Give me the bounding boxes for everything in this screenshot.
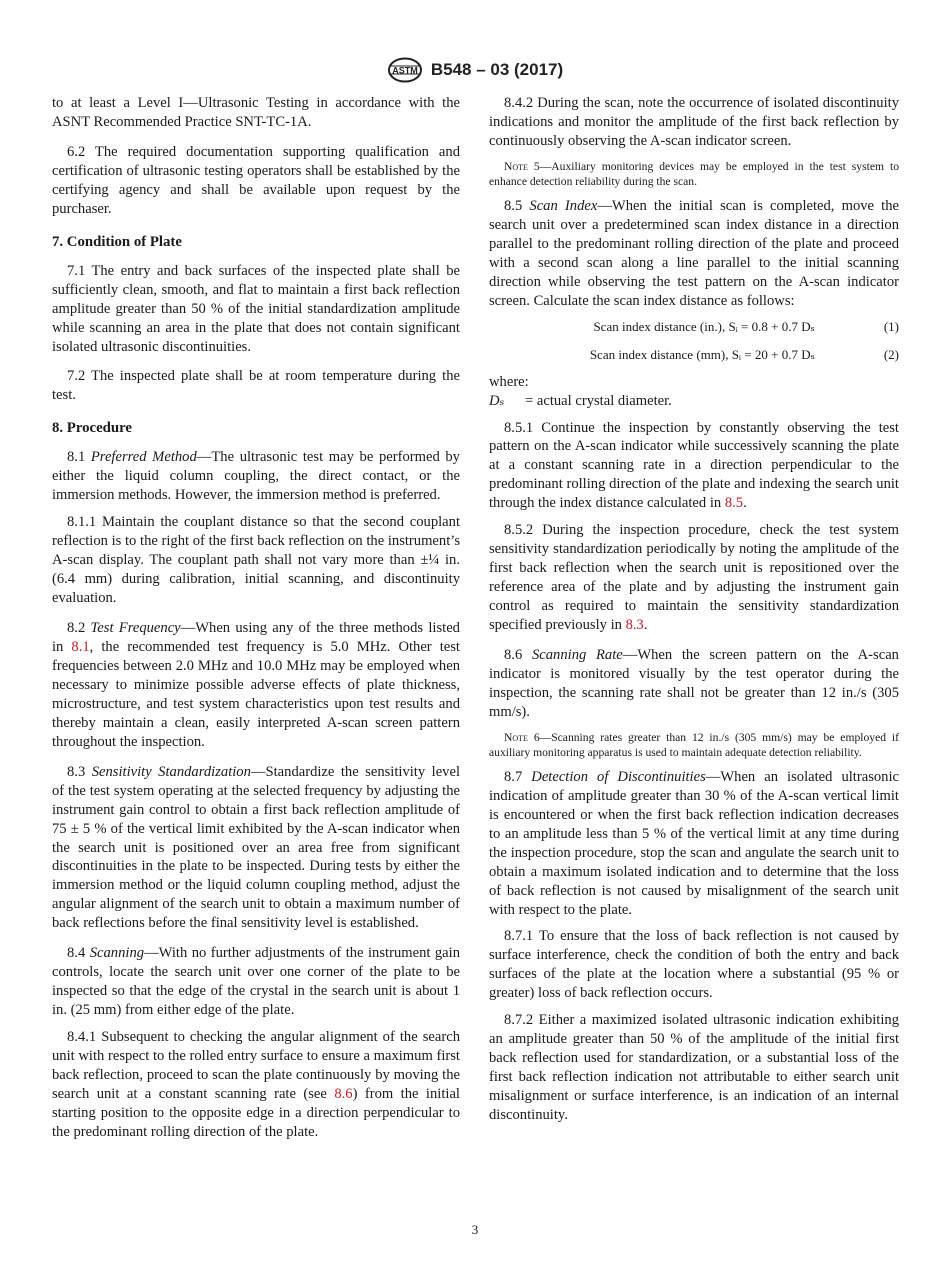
paragraph-8-4-2: 8.4.2 During the scan, note the occurrence of isolated discontinuity indications and monitor the amplitude of the first back reflection by continuously observing the A-scan indicator screen. [489,95,899,149]
section-8-heading: 8. Procedure [52,420,132,437]
paragraph-8-6: 8.6 Scanning Rate—When the screen pattern on the A-scan indicator is monitored visually by the test operator during the inspection, the scanning rate shall not be greater than 12 in./s (305 mm/s). [489,647,899,720]
page-header [0,56,950,84]
equation-2: Scan index distance (mm), Sᵢ = 20 + 0.7 Dₛ (2) [589,346,899,362]
right-column [489,94,899,1125]
paragraph-7-1: 7.1 The entry and back surfaces of the inspected plate shall be sufficiently clean, smooth, and flat to maintain a first back reflection amplitude greater than 50 % of the initial standardization amplitude while scanning an area in the plate that does not contain significant isolated ultrasonic discontinuities. [52,262,460,355]
astm-logo-icon [387,57,423,83]
paragraph-8-1-1: 8.1.1 Maintain the couplant distance so that the second couplant reflection is to the right of the first back reflection on the instrument’s A-scan display. The couplant path shall not vary more than ±¼ in. (6.4 mm) during calibration, initial scanning, and discontinuity evaluation. [52,514,460,607]
note-6: Note 6—Scanning rates greater than 12 in./s (305 mm/s) may be employed if auxiliary monitoring apparatus is used to maintain adequate detection reliability. [489,730,899,759]
ref-link-8-6[interactable]: 8.6 [334,1085,353,1102]
equation-1: Scan index distance (in.), Sᵢ = 0.8 + 0.7 Dₛ (1) [593,318,899,334]
definition-ds: Dₛ = actual crystal diameter. [489,392,672,409]
paragraph-8-5: 8.5 Scan Index—When the initial scan is completed, move the search unit over a predetermined scan index distance in a direction parallel to the predominant rolling direction of the plate and proceed with a second scan along a line parallel to the initial scanning direction while observing the test pattern on the A-scan indicator screen. Calculate the scan index distance as follows: [489,197,899,309]
paragraph-8-7: 8.7 Detection of Discontinuities—When an isolated ultrasonic indication of amplitude greater than 30 % of the A-scan vertical limit is encountered or when the first back reflection indication decreases to an amplitude less than 5 % of the vertical limit at any time during the inspection procedure, stop the scan and angulate the search unit to obtain a maximum isolated indication and to determine that the loss of back reflection is not caused by misalignment of the search unit with respect to the plate. [489,768,899,918]
where-label: where: [489,373,529,390]
ref-link-8-1[interactable]: 8.1 [71,638,90,655]
svg-text:ASTM: ASTM [392,65,418,76]
page-number: 3 [471,1222,479,1237]
ref-link-8-5[interactable]: 8.5 [724,495,744,512]
paragraph-8-5-1: 8.5.1 Continue the inspection by constantly observing the test pattern on the A-scan indicator while successively scanning the plate at a constant scanning rate in a direction perpendicular to the predominant rolling direction of the plate and indexing the search unit through the index distance calculated in 8.5. [489,419,899,512]
paragraph-6-2: 6.2 The required documentation supporting qualification and certification of ultrasonic testing operators shall be established by the certifying agency and shall be available upon request by the purchaser. [52,143,460,217]
paragraph-8-4: 8.4 Scanning—With no further adjustments of the instrument gain controls, locate the search unit over one corner of the plate to be inspected so that the edge of the crystal in the search unit is about 1 in. (25 mm) from either edge of the plate. [52,945,461,1019]
paragraph-8-2: 8.2 Test Frequency—When using any of the three methods listed in 8.1, the recommended test frequency is 5.0 MHz. Other test frequencies between 2.0 MHz and 10.0 MHz may be employed when necessary to minimize possible adverse effects of plate thickness, microstructure, and test system characteristics upon test results and thereby maintain a clean, easily interpreted A-scan screen pattern throughout the inspection. [52,620,460,750]
ref-link-8-3[interactable]: 8.3 [625,617,644,634]
paragraph-8-5-2: 8.5.2 During the inspection procedure, check the test system sensitivity standardization periodically by noting the amplitude of the first back reflection when the search unit is repositioned over the reference area of the plate and by adjusting the instrument gain control as required to maintain the sensitivity standardization specified previously in 8.3. [489,522,899,634]
paragraph-6-1-continued: to at least a Level I—Ultrasonic Testing in accordance with the ASNT Recommended Practice SNT-TC-1A. [52,95,460,130]
left-column [52,94,460,1142]
section-7-heading: 7. Condition of Plate [52,233,182,250]
paragraph-8-3: 8.3 Sensitivity Standardization—Standardize the sensitivity level of the test system operating at the selected frequency by adjusting the instrument gain control to obtain a first back reflection amplitude of 75 ± 5 % of the vertical limit exhibited by the A-scan indicator when the search unit is positioned over an area free from significant discontinuities in the plate to be inspected. During tests by either the immersion method or the liquid column coupling method, adjust the angular alignment of the search unit to obtain a maximum number of back reflections before the final sensitivity level is established. [52,763,460,932]
note-5: Note 5—Auxiliary monitoring devices may be employed in the test system to enhance detection reliability during the scan. [489,159,899,188]
paragraph-8-4-1: 8.4.1 Subsequent to checking the angular alignment of the search unit with respect to the rolled entry surface to ensure a maximum first back reflection, proceed to scan the plate continuously by moving the search unit at a constant scanning rate (see 8.6) from the initial starting position to the opposite edge in a direction perpendicular to the predominant rolling direction of the plate. [52,1029,460,1140]
standard-designation: B548 – 03 (2017) [430,60,564,79]
paragraph-8-7-2: 8.7.2 Either a maximized isolated ultrasonic indication exhibiting an amplitude greater than 50 % of the amplitude of the initial first back reflection used for standardization, or a substantial loss of the first back reflection indication not attributable to either search unit misalignment or surface interference, is an indication of an internal discontinuity. [489,1012,899,1124]
paragraph-8-7-1: 8.7.1 To ensure that the loss of back reflection is not caused by surface interference, check the condition of both the entry and back surfaces of the plate at the location where a substantial (95 % or greater) loss of back reflection occurs. [489,928,899,1002]
paragraph-7-2: 7.2 The inspected plate shall be at room temperature during the test. [52,368,460,404]
paragraph-8-1: 8.1 Preferred Method—The ultrasonic test may be performed by either the liquid column coupling, the direct contact, or the immersion methods. However, the immersion method is preferred. [52,449,460,504]
